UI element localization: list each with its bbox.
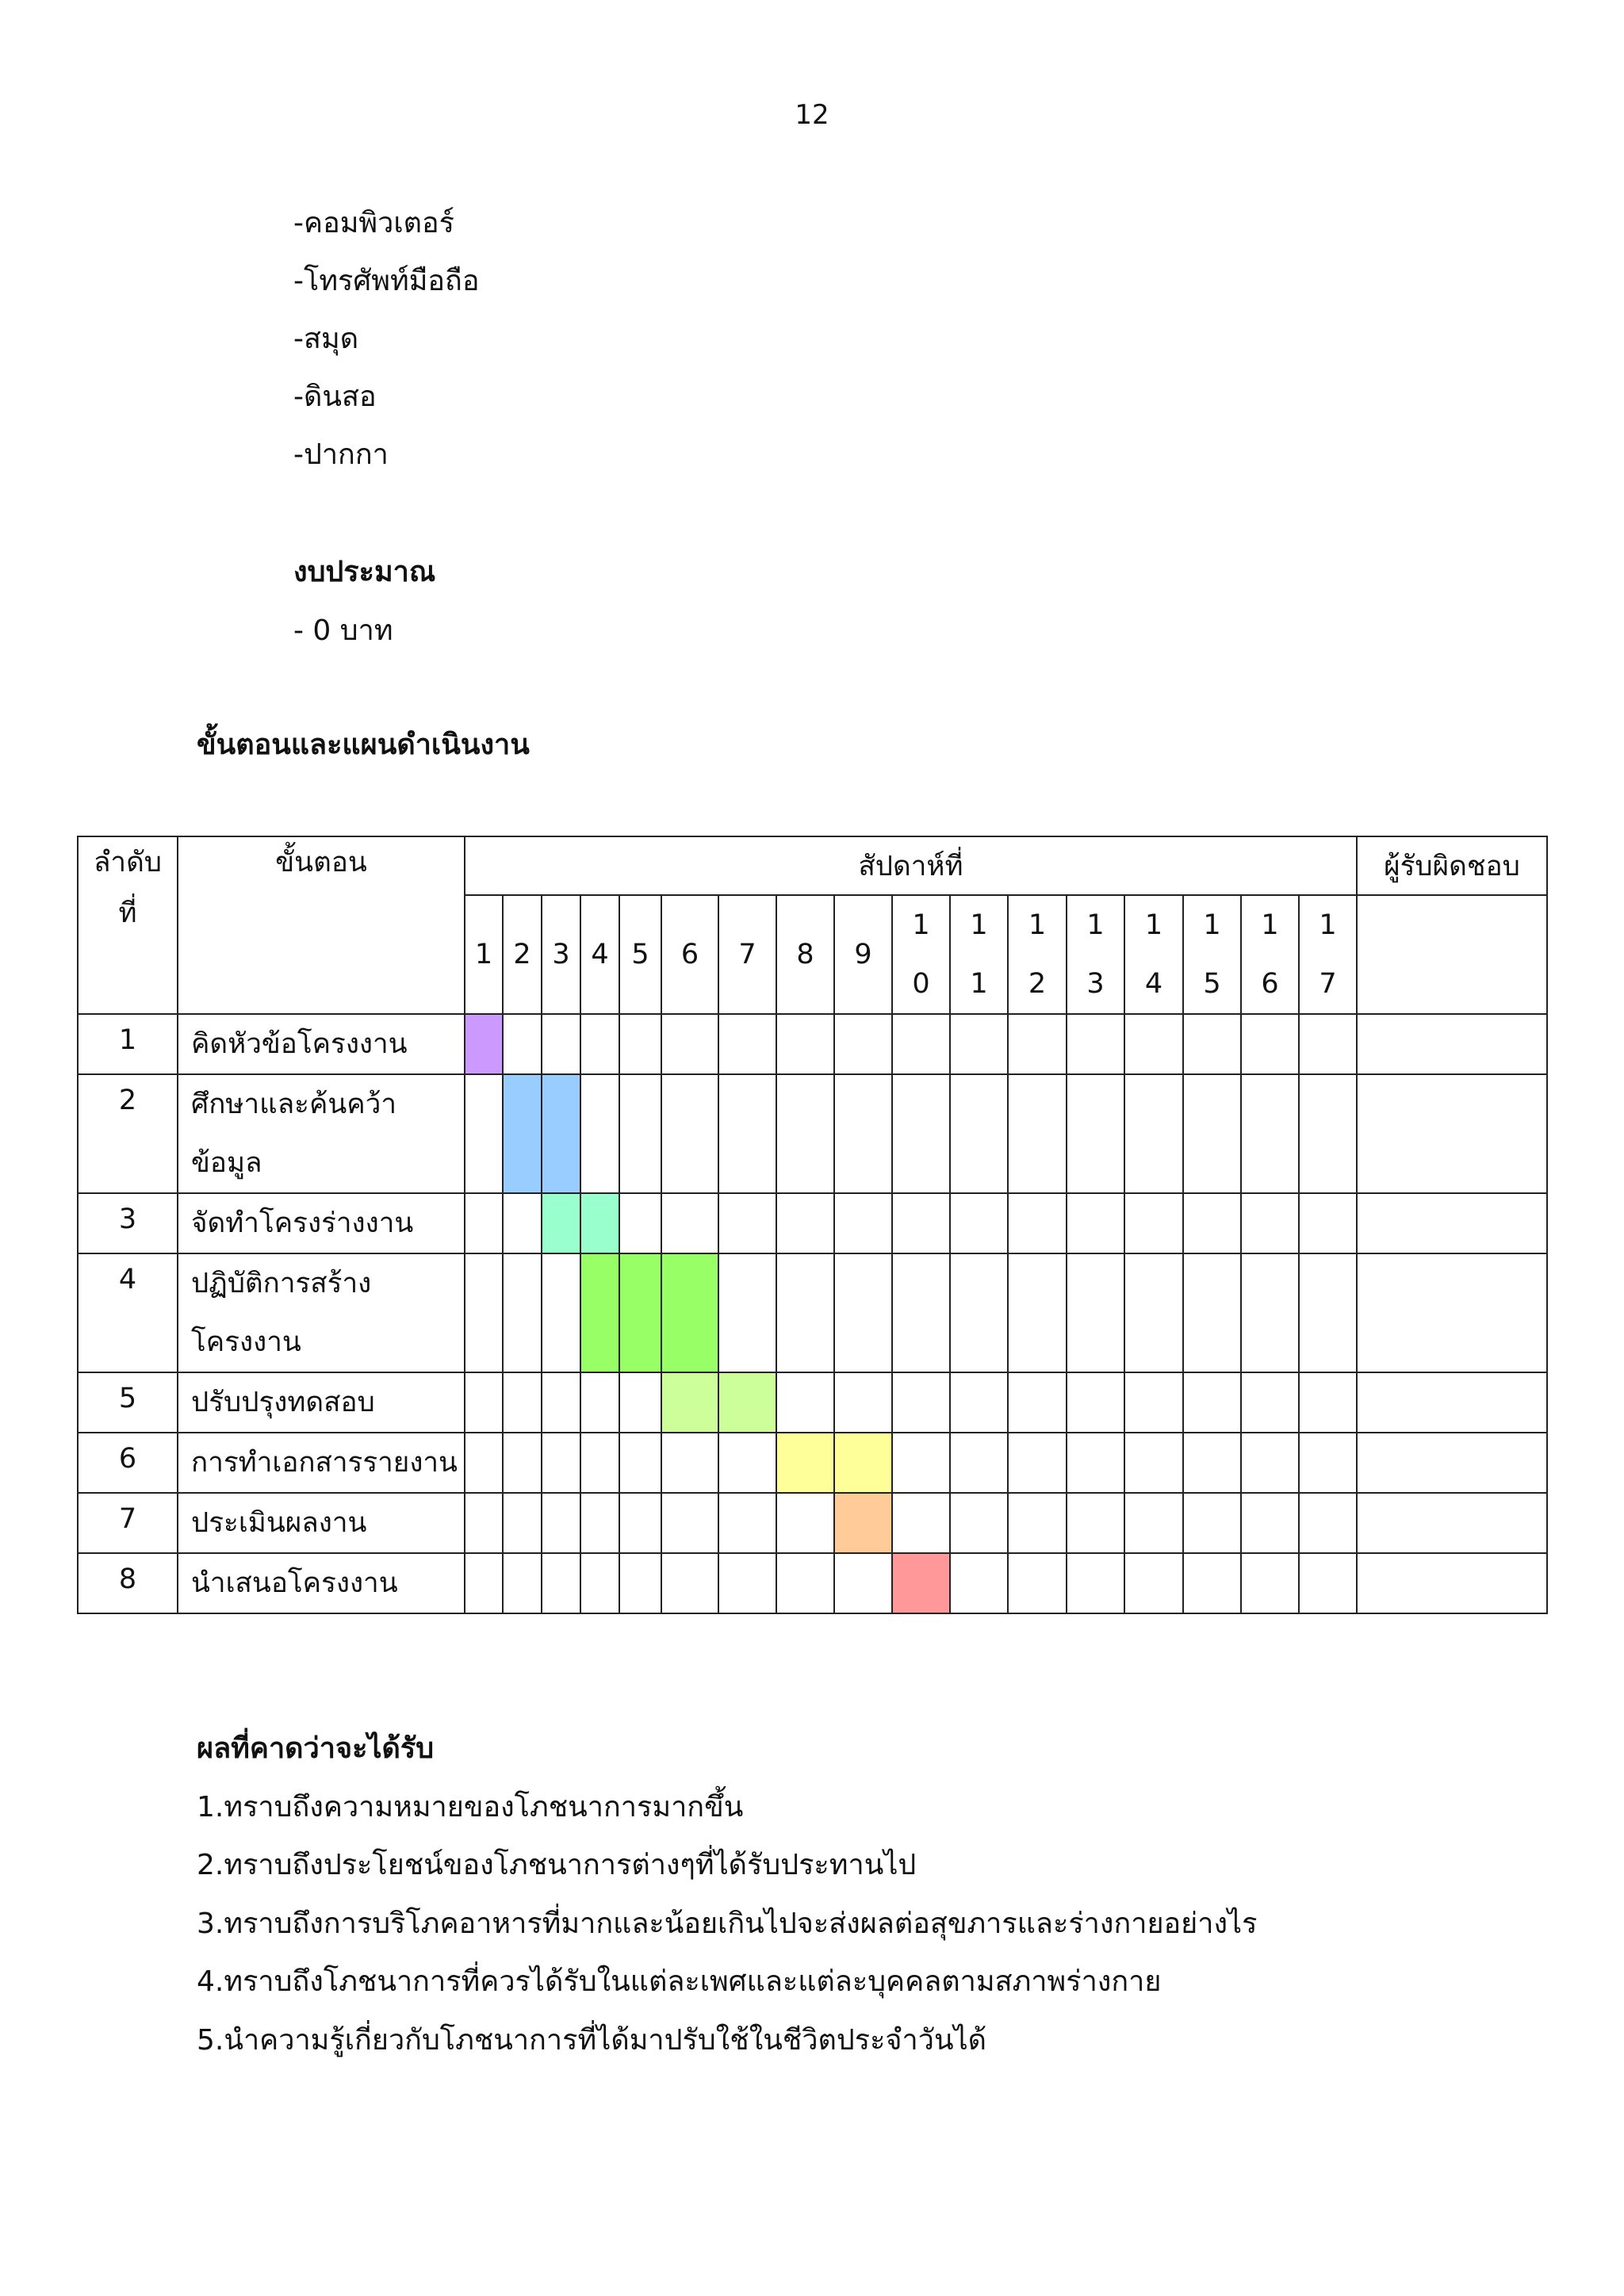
week-cell <box>1124 1014 1183 1074</box>
week-cell <box>950 1372 1008 1433</box>
week-cell <box>503 1372 542 1433</box>
week-number-cell: 2 <box>503 895 542 1014</box>
week-cell <box>1124 1074 1183 1193</box>
equipment-item: -โทรศัพท์มือถือ <box>293 265 480 297</box>
week-number-cell: 3 <box>542 895 580 1014</box>
week-cell <box>503 1193 542 1253</box>
week-cell <box>1299 1372 1357 1433</box>
week-cell <box>1067 1433 1124 1493</box>
week-number-cell: 1 5 <box>1183 895 1241 1014</box>
week-cell <box>1241 1433 1299 1493</box>
week-cell <box>950 1014 1008 1074</box>
table-header-row <box>78 836 1547 895</box>
week-cell <box>1183 1372 1241 1433</box>
week-cell <box>776 1553 834 1613</box>
week-cell-active <box>892 1553 950 1613</box>
week-cell <box>950 1193 1008 1253</box>
week-cell-active <box>776 1433 834 1493</box>
week-cell <box>1241 1193 1299 1253</box>
week-cell <box>1067 1493 1124 1553</box>
week-cell <box>465 1193 503 1253</box>
result-item: 4.ทราบถึงโภชนาการที่ควรได้รับในแต่ละเพศและแต่ละบุคคลตามสภาพร่างกาย <box>197 1965 1162 1998</box>
week-cell <box>1241 1253 1299 1372</box>
week-cell-active <box>542 1193 580 1253</box>
week-cell-active <box>503 1074 542 1193</box>
week-cell <box>718 1553 776 1613</box>
week-cell <box>950 1074 1008 1193</box>
budget-heading: งบประมาณ <box>293 556 436 588</box>
week-cell <box>1124 1553 1183 1613</box>
week-cell <box>1299 1493 1357 1553</box>
table-row <box>78 1193 1547 1253</box>
week-cell <box>776 1193 834 1253</box>
week-cell <box>619 1553 661 1613</box>
week-cell-active <box>619 1253 661 1372</box>
row-number-cell: 3 <box>78 1193 178 1253</box>
week-cell <box>1067 1372 1124 1433</box>
week-cell <box>1067 1553 1124 1613</box>
budget-value: - 0 บาท <box>293 614 393 647</box>
col-order-line1: ลำดับ <box>93 847 163 878</box>
week-cell <box>503 1553 542 1613</box>
step-cell: นำเสนอโครงงาน <box>178 1553 465 1613</box>
week-cell <box>619 1493 661 1553</box>
week-cell <box>465 1074 503 1193</box>
step-cell: จัดทำโครงร่างงาน <box>178 1193 465 1253</box>
page-number: 12 <box>795 99 829 131</box>
week-cell <box>619 1014 661 1074</box>
week-cell-active <box>580 1253 619 1372</box>
week-cell <box>542 1553 580 1613</box>
week-cell <box>661 1433 718 1493</box>
week-cell <box>834 1014 892 1074</box>
row-number-cell: 4 <box>78 1253 178 1372</box>
week-cell <box>465 1553 503 1613</box>
week-number-cell: 8 <box>776 895 834 1014</box>
week-cell <box>892 1372 950 1433</box>
week-cell <box>503 1433 542 1493</box>
week-cell <box>1299 1074 1357 1193</box>
week-cell <box>465 1493 503 1553</box>
week-cell <box>1008 1074 1067 1193</box>
week-cell <box>580 1014 619 1074</box>
week-cell <box>1241 1372 1299 1433</box>
week-number-cell: 1 <box>465 895 503 1014</box>
week-cell <box>465 1433 503 1493</box>
week-number-cell: 9 <box>834 895 892 1014</box>
week-number-cell: 1 0 <box>892 895 950 1014</box>
week-cell <box>1299 1433 1357 1493</box>
week-cell <box>1183 1493 1241 1553</box>
week-cell <box>1124 1253 1183 1372</box>
step-cell: ปรับปรุงทดสอบ <box>178 1372 465 1433</box>
result-item: 5.นำความรู้เกี่ยวกับโภชนาการที่ได้มาปรับใช้ในชีวิตประจำวันได้ <box>197 2024 987 2057</box>
week-number-cell: 1 3 <box>1067 895 1124 1014</box>
week-number-cell: 1 7 <box>1299 895 1357 1014</box>
week-cell <box>718 1253 776 1372</box>
week-cell <box>1124 1433 1183 1493</box>
week-cell <box>950 1433 1008 1493</box>
week-number-cell: 1 6 <box>1241 895 1299 1014</box>
result-item: 1.ทราบถึงความหมายของโภชนาการมากขึ้น <box>197 1791 744 1823</box>
table-row <box>78 1253 1547 1372</box>
week-cell-active <box>542 1074 580 1193</box>
week-cell <box>776 1493 834 1553</box>
week-cell <box>580 1493 619 1553</box>
responsible-cell <box>1357 1074 1547 1193</box>
week-cell <box>542 1433 580 1493</box>
row-number-cell: 1 <box>78 1014 178 1074</box>
week-cell <box>718 1074 776 1193</box>
step-cell: การทำเอกสารรายงาน <box>178 1433 465 1493</box>
week-number-cell: 1 2 <box>1008 895 1067 1014</box>
week-cell <box>619 1372 661 1433</box>
week-cell <box>661 1074 718 1193</box>
week-cell <box>892 1493 950 1553</box>
week-cell <box>1299 1553 1357 1613</box>
week-cell <box>1183 1193 1241 1253</box>
week-cell <box>776 1014 834 1074</box>
week-cell-active <box>834 1433 892 1493</box>
week-cell-active <box>580 1193 619 1253</box>
equipment-item: -ดินสอ <box>293 381 377 413</box>
results-heading: ผลที่คาดว่าจะได้รับ <box>197 1732 435 1765</box>
table-row <box>78 1014 1547 1074</box>
week-number-cell: 5 <box>619 895 661 1014</box>
week-cell <box>1067 1193 1124 1253</box>
week-cell <box>580 1372 619 1433</box>
col-responsible-header: ผู้รับผิดชอบ <box>1357 836 1547 895</box>
row-number-cell: 8 <box>78 1553 178 1613</box>
responsible-cell <box>1357 1493 1547 1553</box>
week-cell-active <box>661 1253 718 1372</box>
week-cell <box>1124 1193 1183 1253</box>
week-cell <box>542 1014 580 1074</box>
week-cell <box>465 1372 503 1433</box>
col-step-header: ขั้นตอน <box>178 836 465 1014</box>
week-cell <box>503 1493 542 1553</box>
week-cell <box>1299 1253 1357 1372</box>
week-cell <box>718 1433 776 1493</box>
week-cell <box>834 1193 892 1253</box>
week-cell <box>1008 1014 1067 1074</box>
week-cell <box>1008 1553 1067 1613</box>
week-cell <box>1241 1553 1299 1613</box>
week-cell <box>503 1014 542 1074</box>
week-cell <box>580 1074 619 1193</box>
week-cell <box>1067 1014 1124 1074</box>
week-cell <box>580 1553 619 1613</box>
table-row <box>78 1074 1547 1193</box>
week-cell <box>1008 1253 1067 1372</box>
equipment-item: -สมุด <box>293 323 359 355</box>
step-cell: ศึกษาและค้นคว้า ข้อมูล <box>178 1074 465 1193</box>
week-cell <box>1183 1014 1241 1074</box>
week-cell <box>834 1553 892 1613</box>
row-number-cell: 5 <box>78 1372 178 1433</box>
row-number-cell: 2 <box>78 1074 178 1193</box>
week-cell <box>1008 1372 1067 1433</box>
step-cell: ปฏิบัติการสร้าง โครงงาน <box>178 1253 465 1372</box>
week-cell <box>776 1253 834 1372</box>
week-cell <box>542 1372 580 1433</box>
responsible-cell <box>1357 1553 1547 1613</box>
col-order-line2: ที่ <box>118 897 137 929</box>
week-cell <box>892 1193 950 1253</box>
week-number-cell: 1 4 <box>1124 895 1183 1014</box>
step-cell: ประเมินผลงาน <box>178 1493 465 1553</box>
week-cell <box>776 1074 834 1193</box>
week-cell <box>465 1253 503 1372</box>
week-cell <box>1067 1074 1124 1193</box>
week-number-cell: 4 <box>580 895 619 1014</box>
week-cell <box>892 1014 950 1074</box>
step-cell: คิดหัวข้อโครงงาน <box>178 1014 465 1074</box>
week-number-cell: 6 <box>661 895 718 1014</box>
week-cell <box>892 1074 950 1193</box>
week-cell <box>1183 1074 1241 1193</box>
week-cell <box>1008 1193 1067 1253</box>
week-cell <box>718 1193 776 1253</box>
week-cell <box>892 1253 950 1372</box>
week-cell <box>950 1553 1008 1613</box>
week-cell <box>950 1253 1008 1372</box>
week-cell <box>619 1433 661 1493</box>
responsible-cell <box>1357 1014 1547 1074</box>
week-cell <box>661 1553 718 1613</box>
week-cell <box>542 1493 580 1553</box>
week-cell-active <box>718 1372 776 1433</box>
col-order-header <box>78 836 178 1014</box>
week-cell <box>661 1493 718 1553</box>
week-cell <box>892 1433 950 1493</box>
table-row <box>78 1372 1547 1433</box>
week-cell <box>661 1014 718 1074</box>
week-cell <box>950 1493 1008 1553</box>
week-cell <box>1124 1493 1183 1553</box>
row-number-cell: 6 <box>78 1433 178 1493</box>
week-cell-active <box>834 1493 892 1553</box>
week-cell <box>661 1193 718 1253</box>
week-cell <box>619 1074 661 1193</box>
week-cell <box>503 1253 542 1372</box>
result-item: 3.ทราบถึงการบริโภคอาหารที่มากและน้อยเกินไปจะส่งผลต่อสุขภารและร่างกายอย่างไร <box>197 1908 1258 1940</box>
plan-heading: ขั้นตอนและแผนดำเนินงาน <box>197 729 530 761</box>
result-item: 2.ทราบถึงประโยชน์ของโภชนาการต่างๆที่ได้รับประทานไป <box>197 1849 917 1881</box>
col-week-header: สัปดาห์ที่ <box>465 836 1357 895</box>
responsible-header-blank <box>1357 895 1547 1014</box>
responsible-cell <box>1357 1193 1547 1253</box>
table-row <box>78 1433 1547 1493</box>
week-cell <box>1008 1493 1067 1553</box>
week-cell <box>1183 1253 1241 1372</box>
row-number-cell: 7 <box>78 1493 178 1553</box>
responsible-cell <box>1357 1433 1547 1493</box>
week-cell-active <box>465 1014 503 1074</box>
responsible-cell <box>1357 1372 1547 1433</box>
plan-table <box>77 836 1548 1614</box>
week-cell-active <box>661 1372 718 1433</box>
week-cell <box>1183 1433 1241 1493</box>
week-cell <box>1241 1493 1299 1553</box>
week-cell <box>718 1014 776 1074</box>
week-cell <box>718 1493 776 1553</box>
week-cell <box>1241 1014 1299 1074</box>
week-cell <box>1067 1253 1124 1372</box>
week-cell <box>776 1372 834 1433</box>
week-cell <box>834 1253 892 1372</box>
week-cell <box>1124 1372 1183 1433</box>
week-cell <box>580 1433 619 1493</box>
week-cell <box>1008 1433 1067 1493</box>
week-number-cell: 7 <box>718 895 776 1014</box>
week-cell <box>834 1074 892 1193</box>
week-cell <box>1241 1074 1299 1193</box>
equipment-item: -คอมพิวเตอร์ <box>293 207 455 239</box>
table-row <box>78 1553 1547 1613</box>
week-cell <box>1299 1014 1357 1074</box>
responsible-cell <box>1357 1253 1547 1372</box>
week-cell <box>542 1253 580 1372</box>
table-row <box>78 1493 1547 1553</box>
week-cell <box>619 1193 661 1253</box>
week-cell <box>1299 1193 1357 1253</box>
week-cell <box>834 1372 892 1433</box>
week-number-cell: 1 1 <box>950 895 1008 1014</box>
week-cell <box>1183 1553 1241 1613</box>
equipment-item: -ปากกา <box>293 438 389 471</box>
